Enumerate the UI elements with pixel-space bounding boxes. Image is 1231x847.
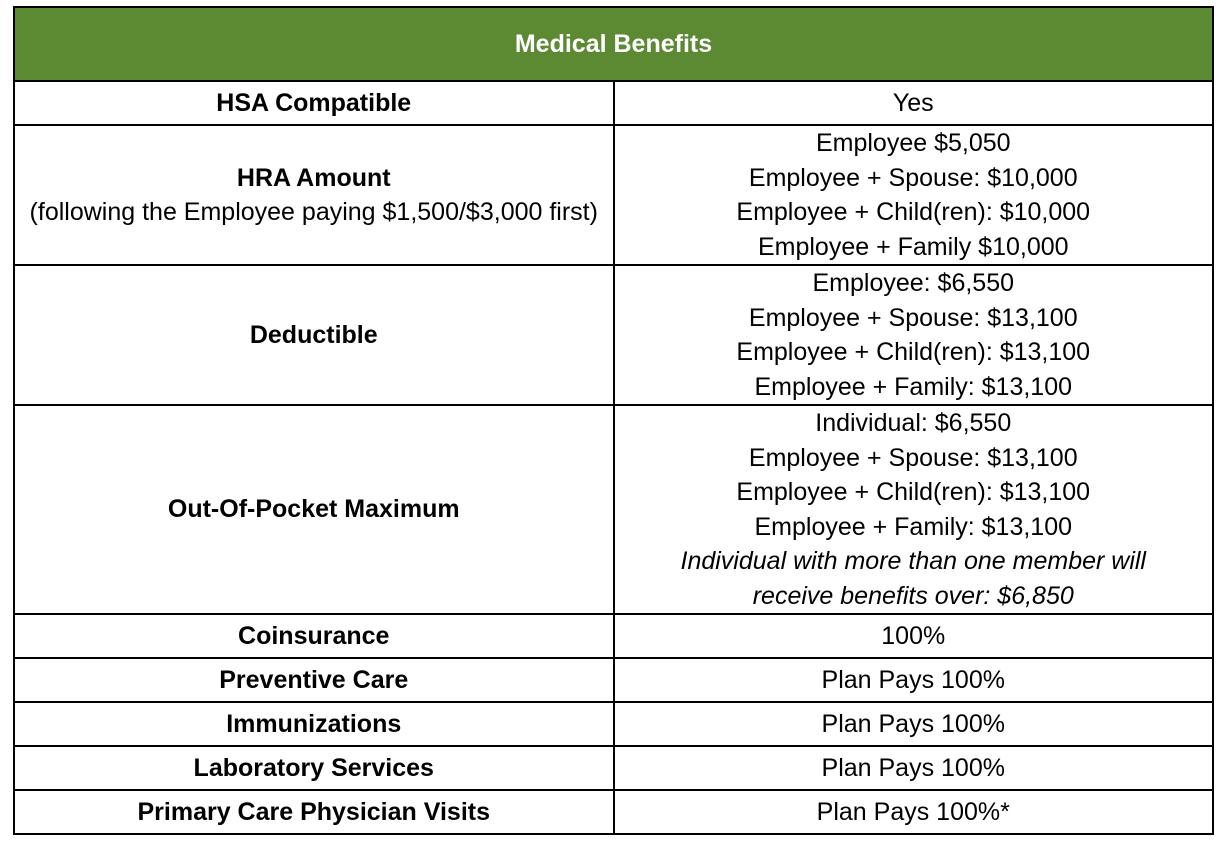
value-line: Employee: $6,550	[812, 269, 1015, 297]
row-value	[614, 614, 1214, 658]
row-label	[14, 658, 614, 702]
row-label-text: Out-Of-Pocket Maximum	[167, 495, 460, 524]
value-line: Employee $5,050	[815, 129, 1011, 157]
row-label-text: Laboratory Services	[193, 753, 434, 782]
row-label	[14, 702, 614, 746]
benefits-table-wrapper	[13, 6, 1214, 835]
value-line: Employee + Spouse: $13,100	[748, 303, 1078, 332]
row-value	[614, 125, 1214, 265]
table-title: Medical Benefits	[14, 7, 1213, 81]
row-label	[14, 614, 614, 658]
table-row-hra-amount	[14, 125, 1213, 265]
value-line: Individual: $6,550	[815, 409, 1012, 437]
value-line: Employee + Family: $13,100	[754, 512, 1073, 541]
table-row-primary-care-physician-visits	[14, 790, 1213, 834]
row-value	[614, 81, 1214, 125]
table-row-preventive-care	[14, 658, 1213, 702]
row-value	[614, 265, 1214, 405]
value-line: Employee + Spouse: $13,100	[748, 443, 1078, 472]
value-note-line: Individual with more than one member will	[680, 547, 1146, 575]
value-note-line: receive benefits over: $6,850	[752, 581, 1074, 610]
value-line: Plan Pays 100%	[821, 753, 1005, 782]
row-value	[614, 405, 1214, 614]
row-label	[14, 405, 614, 614]
value-line: Employee + Family: $13,100	[754, 372, 1073, 401]
value-line: Employee + Child(ren): $13,100	[736, 338, 1091, 366]
row-value	[614, 658, 1214, 702]
table-row-coinsurance	[14, 614, 1213, 658]
value-line: Employee + Child(ren): $10,000	[736, 198, 1091, 226]
row-label	[14, 125, 614, 265]
table-row-out-of-pocket-maximum	[14, 405, 1213, 614]
value-line: 100%	[881, 621, 946, 650]
row-value	[614, 790, 1214, 834]
medical-benefits-table	[13, 6, 1214, 835]
value-line: Employee + Spouse: $10,000	[748, 163, 1078, 192]
row-label-text: Immunizations	[226, 709, 402, 738]
row-label-text: Coinsurance	[238, 621, 390, 650]
table-row-laboratory-services	[14, 746, 1213, 790]
row-label	[14, 265, 614, 405]
row-label	[14, 746, 614, 790]
row-label	[14, 81, 614, 125]
row-label-text: Deductible	[249, 320, 378, 349]
row-label-text: HSA Compatible	[216, 88, 412, 117]
value-line: Plan Pays 100%*	[816, 797, 1010, 826]
title-row	[14, 7, 1213, 81]
row-label	[14, 790, 614, 834]
row-label-text: Preventive Care	[219, 665, 409, 694]
value-line: Employee + Child(ren): $13,100	[736, 478, 1091, 506]
row-value	[614, 702, 1214, 746]
value-line: Plan Pays 100%	[821, 665, 1005, 694]
value-line: Employee + Family $10,000	[757, 232, 1069, 261]
table-row-hsa-compatible	[14, 81, 1213, 125]
row-label-text: HRA Amount	[236, 163, 391, 192]
row-label-text: Primary Care Physician Visits	[137, 797, 490, 826]
value-line: Plan Pays 100%	[821, 709, 1005, 738]
value-line: Yes	[892, 88, 934, 117]
table-row-deductible	[14, 265, 1213, 405]
row-sublabel-text: (following the Employee paying $1,500/$3,000 first)	[29, 198, 598, 226]
table-row-immunizations	[14, 702, 1213, 746]
row-value	[614, 746, 1214, 790]
